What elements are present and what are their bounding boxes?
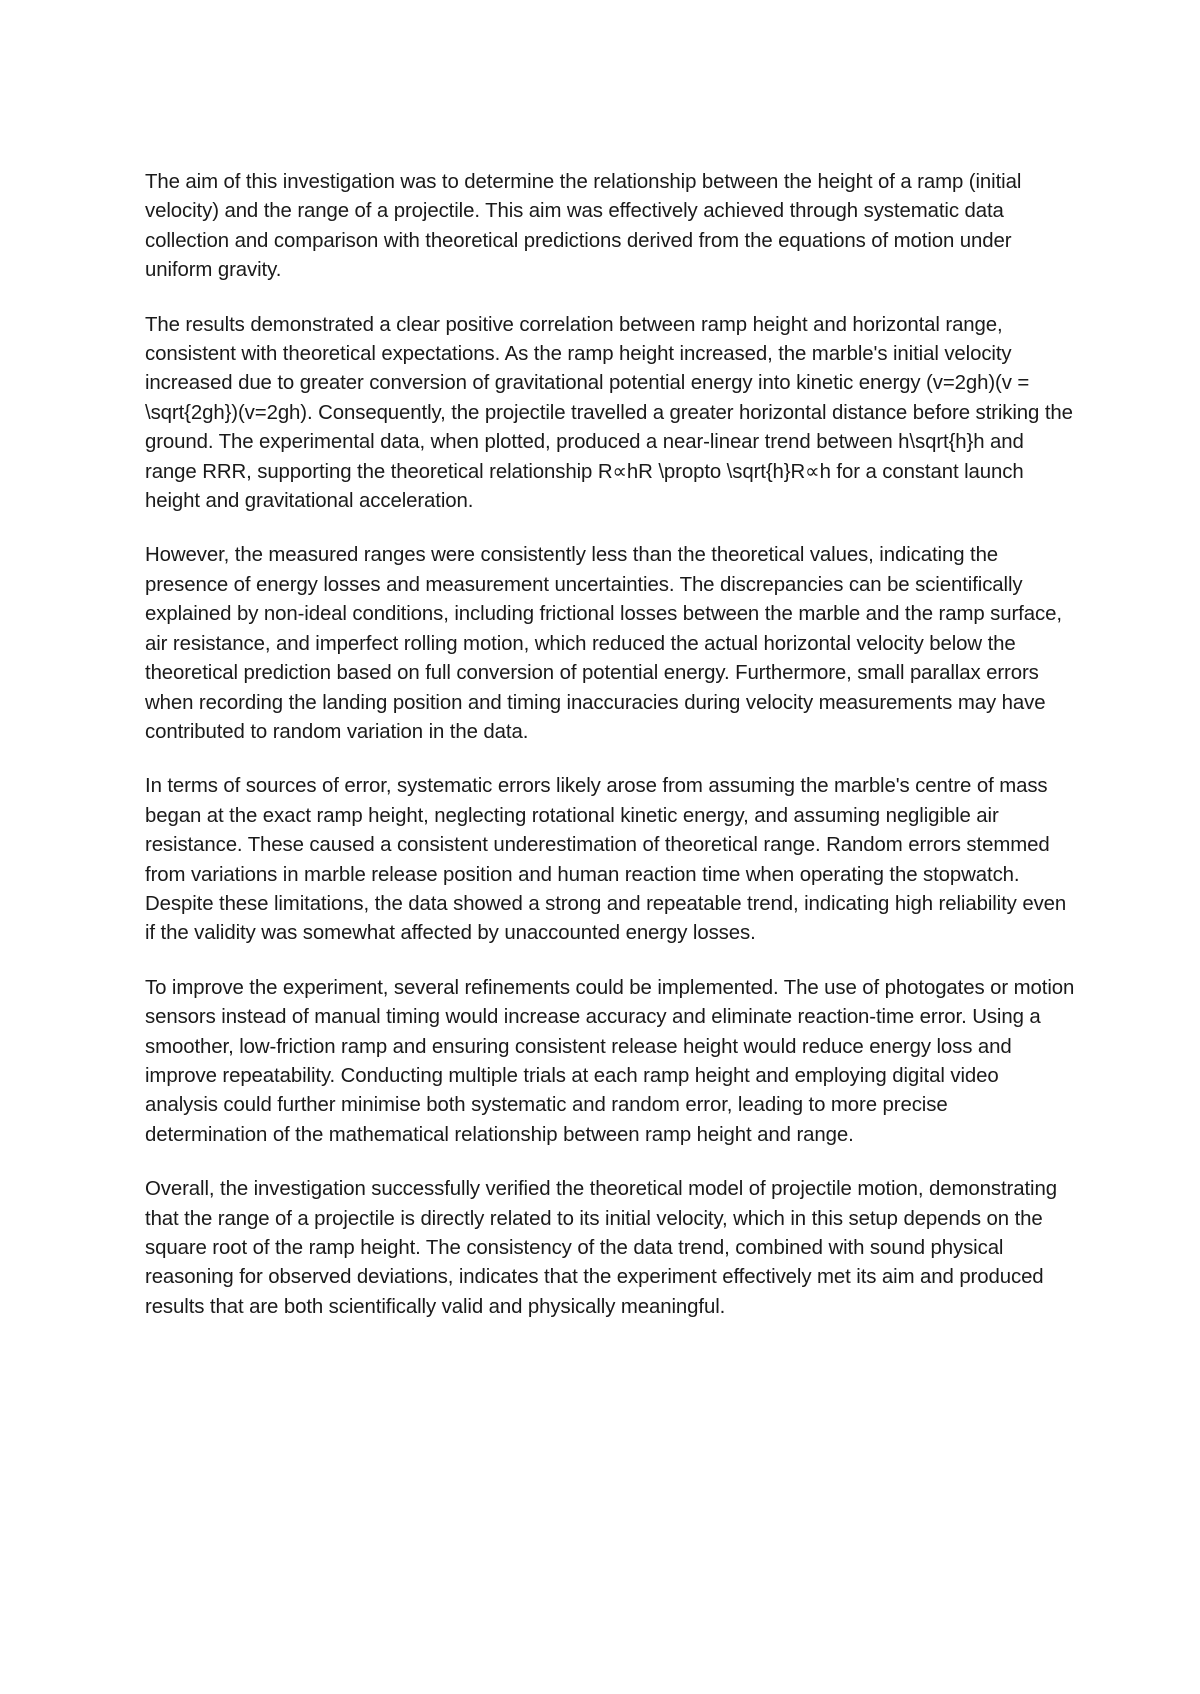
- paragraph-results: The results demonstrated a clear positive correlation between ramp height and horizontal range, consistent with theoretical expectations. As the ramp height increased, the marble's initial velocity increased due to greater conversion of gravitational potential energy into kinetic energy (v=2gh)(v = \sqrt{2gh})(v=2gh). Consequently, the projectile travelled a greater horizontal distance before striking the ground. The experimental data, when plotted, produced a near-linear trend between h\sqrt{h}h and range RRR, supporting the theoretical relationship R∝hR \propto \sqrt{h}R∝h for a constant launch height and gravitational acceleration.: [145, 313, 1073, 513]
- paragraph-aim: The aim of this investigation was to determine the relationship between the height of a ramp (initial velocity) and the range of a projectile. This aim was effectively achieved through systematic data collection and comparison with theoretical predictions derived from the equations of motion under uniform gravity.: [145, 171, 1022, 282]
- document-body: [145, 168, 1075, 1347]
- paragraph-discrepancies: However, the measured ranges were consistently less than the theoretical values, indicating the presence of energy losses and measurement uncertainties. The discrepancies can be scientifically explained by non-ideal conditions, including frictional losses between the marble and the ramp surface, air resistance, and imperfect rolling motion, which reduced the actual horizontal velocity below the theoretical prediction based on full conversion of potential energy. Furthermore, small parallax errors when recording the landing position and timing inaccuracies during velocity measurements may have contributed to random variation in the data.: [145, 544, 1062, 743]
- paragraph-conclusion: Overall, the investigation successfully verified the theoretical model of projectile motion, demonstrating that the range of a projectile is directly related to its initial velocity, which in this setup depends on the square root of the ramp height. The consistency of the data trend, combined with sound physical reasoning for observed deviations, indicates that the experiment effectively met its aim and produced results that are both scientifically valid and physically meaningful.: [145, 1178, 1057, 1318]
- paragraph-sources-of-error: In terms of sources of error, systematic errors likely arose from assuming the marble's centre of mass began at the exact ramp height, neglecting rotational kinetic energy, and assuming negligible air resistance. These caused a consistent underestimation of theoretical range. Random errors stemmed from variations in marble release position and human reaction time when operating the stopwatch. Despite these limitations, the data showed a strong and repeatable trend, indicating high reliability even if the validity was somewhat affected by unaccounted energy losses.: [145, 775, 1067, 945]
- paragraph-improvements: To improve the experiment, several refinements could be implemented. The use of photogates or motion sensors instead of manual timing would increase accuracy and eliminate reaction-time error. Using a smoother, low-friction ramp and ensuring consistent release height would reduce energy loss and improve repeatability. Conducting multiple trials at each ramp height and employing digital video analysis could further minimise both systematic and random error, leading to more precise determination of the mathematical relationship between ramp height and range.: [145, 976, 1075, 1146]
